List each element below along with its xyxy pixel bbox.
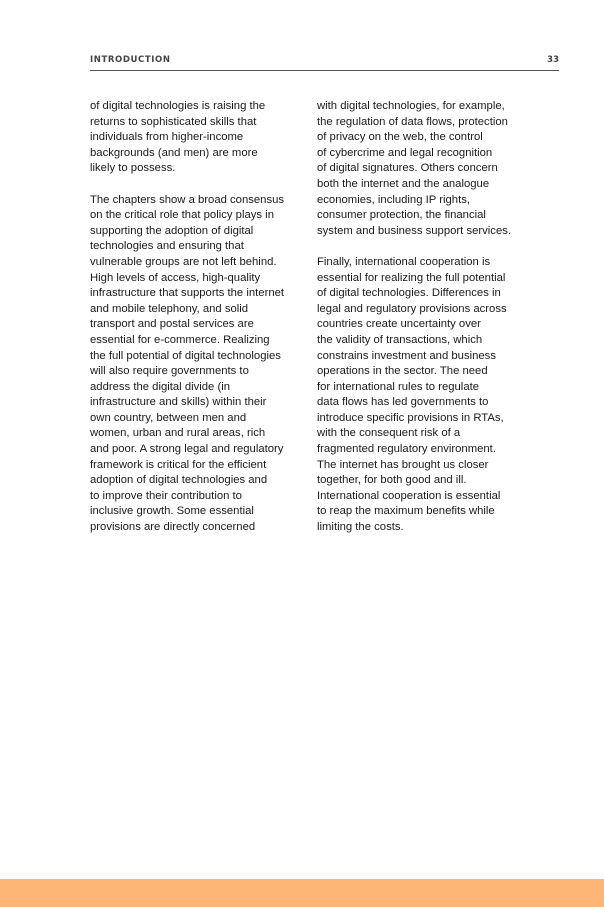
text-line: operations in the sector. The need [317, 365, 488, 378]
text-line: of digital technologies is raising the [90, 100, 266, 112]
body-paragraph [317, 99, 537, 239]
footer-color-bar [0, 879, 604, 907]
text-line: individuals from higher-income [90, 131, 244, 144]
text-line: to improve their contribution to [90, 489, 242, 502]
text-line: vulnerable groups are not left behind. [90, 255, 277, 268]
text-line: of digital signatures. Others concern [317, 162, 498, 175]
text-line: data flows has led governments to [317, 396, 489, 409]
text-line: with digital technologies, for example, [317, 100, 505, 112]
text-line: both the internet and the analogue [317, 177, 490, 190]
text-line: infrastructure and skills) within their [90, 396, 267, 409]
text-line: inclusive growth. Some essential [90, 505, 254, 518]
page-number: 33 [547, 55, 559, 65]
text-line: backgrounds (and men) are more [90, 146, 258, 159]
text-line: fragmented regulatory environment. [317, 443, 496, 456]
text-line: essential for realizing the full potential [317, 271, 506, 284]
text-line: adoption of digital technologies and [90, 474, 268, 487]
text-line: countries create uncertainty over [317, 318, 481, 331]
text-line: own country, between men and [90, 411, 247, 424]
body-paragraph [90, 99, 306, 177]
text-line: Finally, international cooperation is [317, 255, 491, 268]
section-title: INTRODUCTION [90, 55, 171, 65]
text-line: transport and postal services are [90, 318, 254, 331]
running-header [90, 54, 559, 71]
right-text-column [317, 99, 537, 551]
text-line: the full potential of digital technologies [90, 349, 281, 362]
text-line: The internet has brought us closer [317, 458, 489, 471]
text-line: The chapters show a broad consensus [90, 193, 285, 206]
text-line: technologies and ensuring that [90, 240, 244, 253]
text-line: on the critical role that policy plays in [90, 209, 274, 222]
text-line: for international rules to regulate [317, 380, 480, 393]
text-line: and mobile telephony, and solid [90, 302, 249, 315]
text-line: address the digital divide (in [90, 380, 231, 393]
text-line: with the consequent risk of a [317, 427, 461, 440]
text-line: to reap the maximum benefits while [317, 505, 495, 518]
text-line: the validity of transactions, which [317, 333, 483, 346]
text-line: provisions are directly concerned [90, 521, 256, 534]
text-line: system and business support services. [317, 224, 512, 237]
text-line: consumer protection, the financial [317, 209, 486, 222]
text-line: and poor. A strong legal and regulatory [90, 443, 284, 456]
text-line: High levels of access, high-quality [90, 271, 261, 284]
text-line: women, urban and rural areas, rich [90, 427, 266, 440]
text-line: International cooperation is essential [317, 489, 501, 502]
text-line: of digital technologies. Differences in [317, 287, 501, 300]
text-line: will also require governments to [90, 365, 249, 378]
text-line: infrastructure that supports the internet [90, 287, 285, 300]
body-paragraph [90, 193, 306, 536]
text-line: framework is critical for the efficient [90, 458, 267, 471]
text-line: together, for both good and ill. [317, 474, 467, 487]
text-line: of cybercrime and legal recognition [317, 146, 493, 159]
text-line: limiting the costs. [317, 521, 404, 534]
text-line: introduce specific provisions in RTAs, [317, 411, 504, 424]
text-line: legal and regulatory provisions across [317, 302, 507, 315]
text-line: supporting the adoption of digital [90, 224, 254, 237]
left-text-column [90, 99, 306, 551]
text-line: constrains investment and business [317, 349, 496, 362]
text-line: the regulation of data flows, protection [317, 115, 508, 128]
text-line: economies, including IP rights, [317, 193, 471, 206]
text-line: likely to possess. [90, 162, 176, 175]
text-line: of privacy on the web, the control [317, 131, 483, 144]
text-line: returns to sophisticated skills that [90, 115, 257, 128]
text-line: essential for e-commerce. Realizing [90, 333, 270, 346]
body-paragraph [317, 255, 537, 536]
